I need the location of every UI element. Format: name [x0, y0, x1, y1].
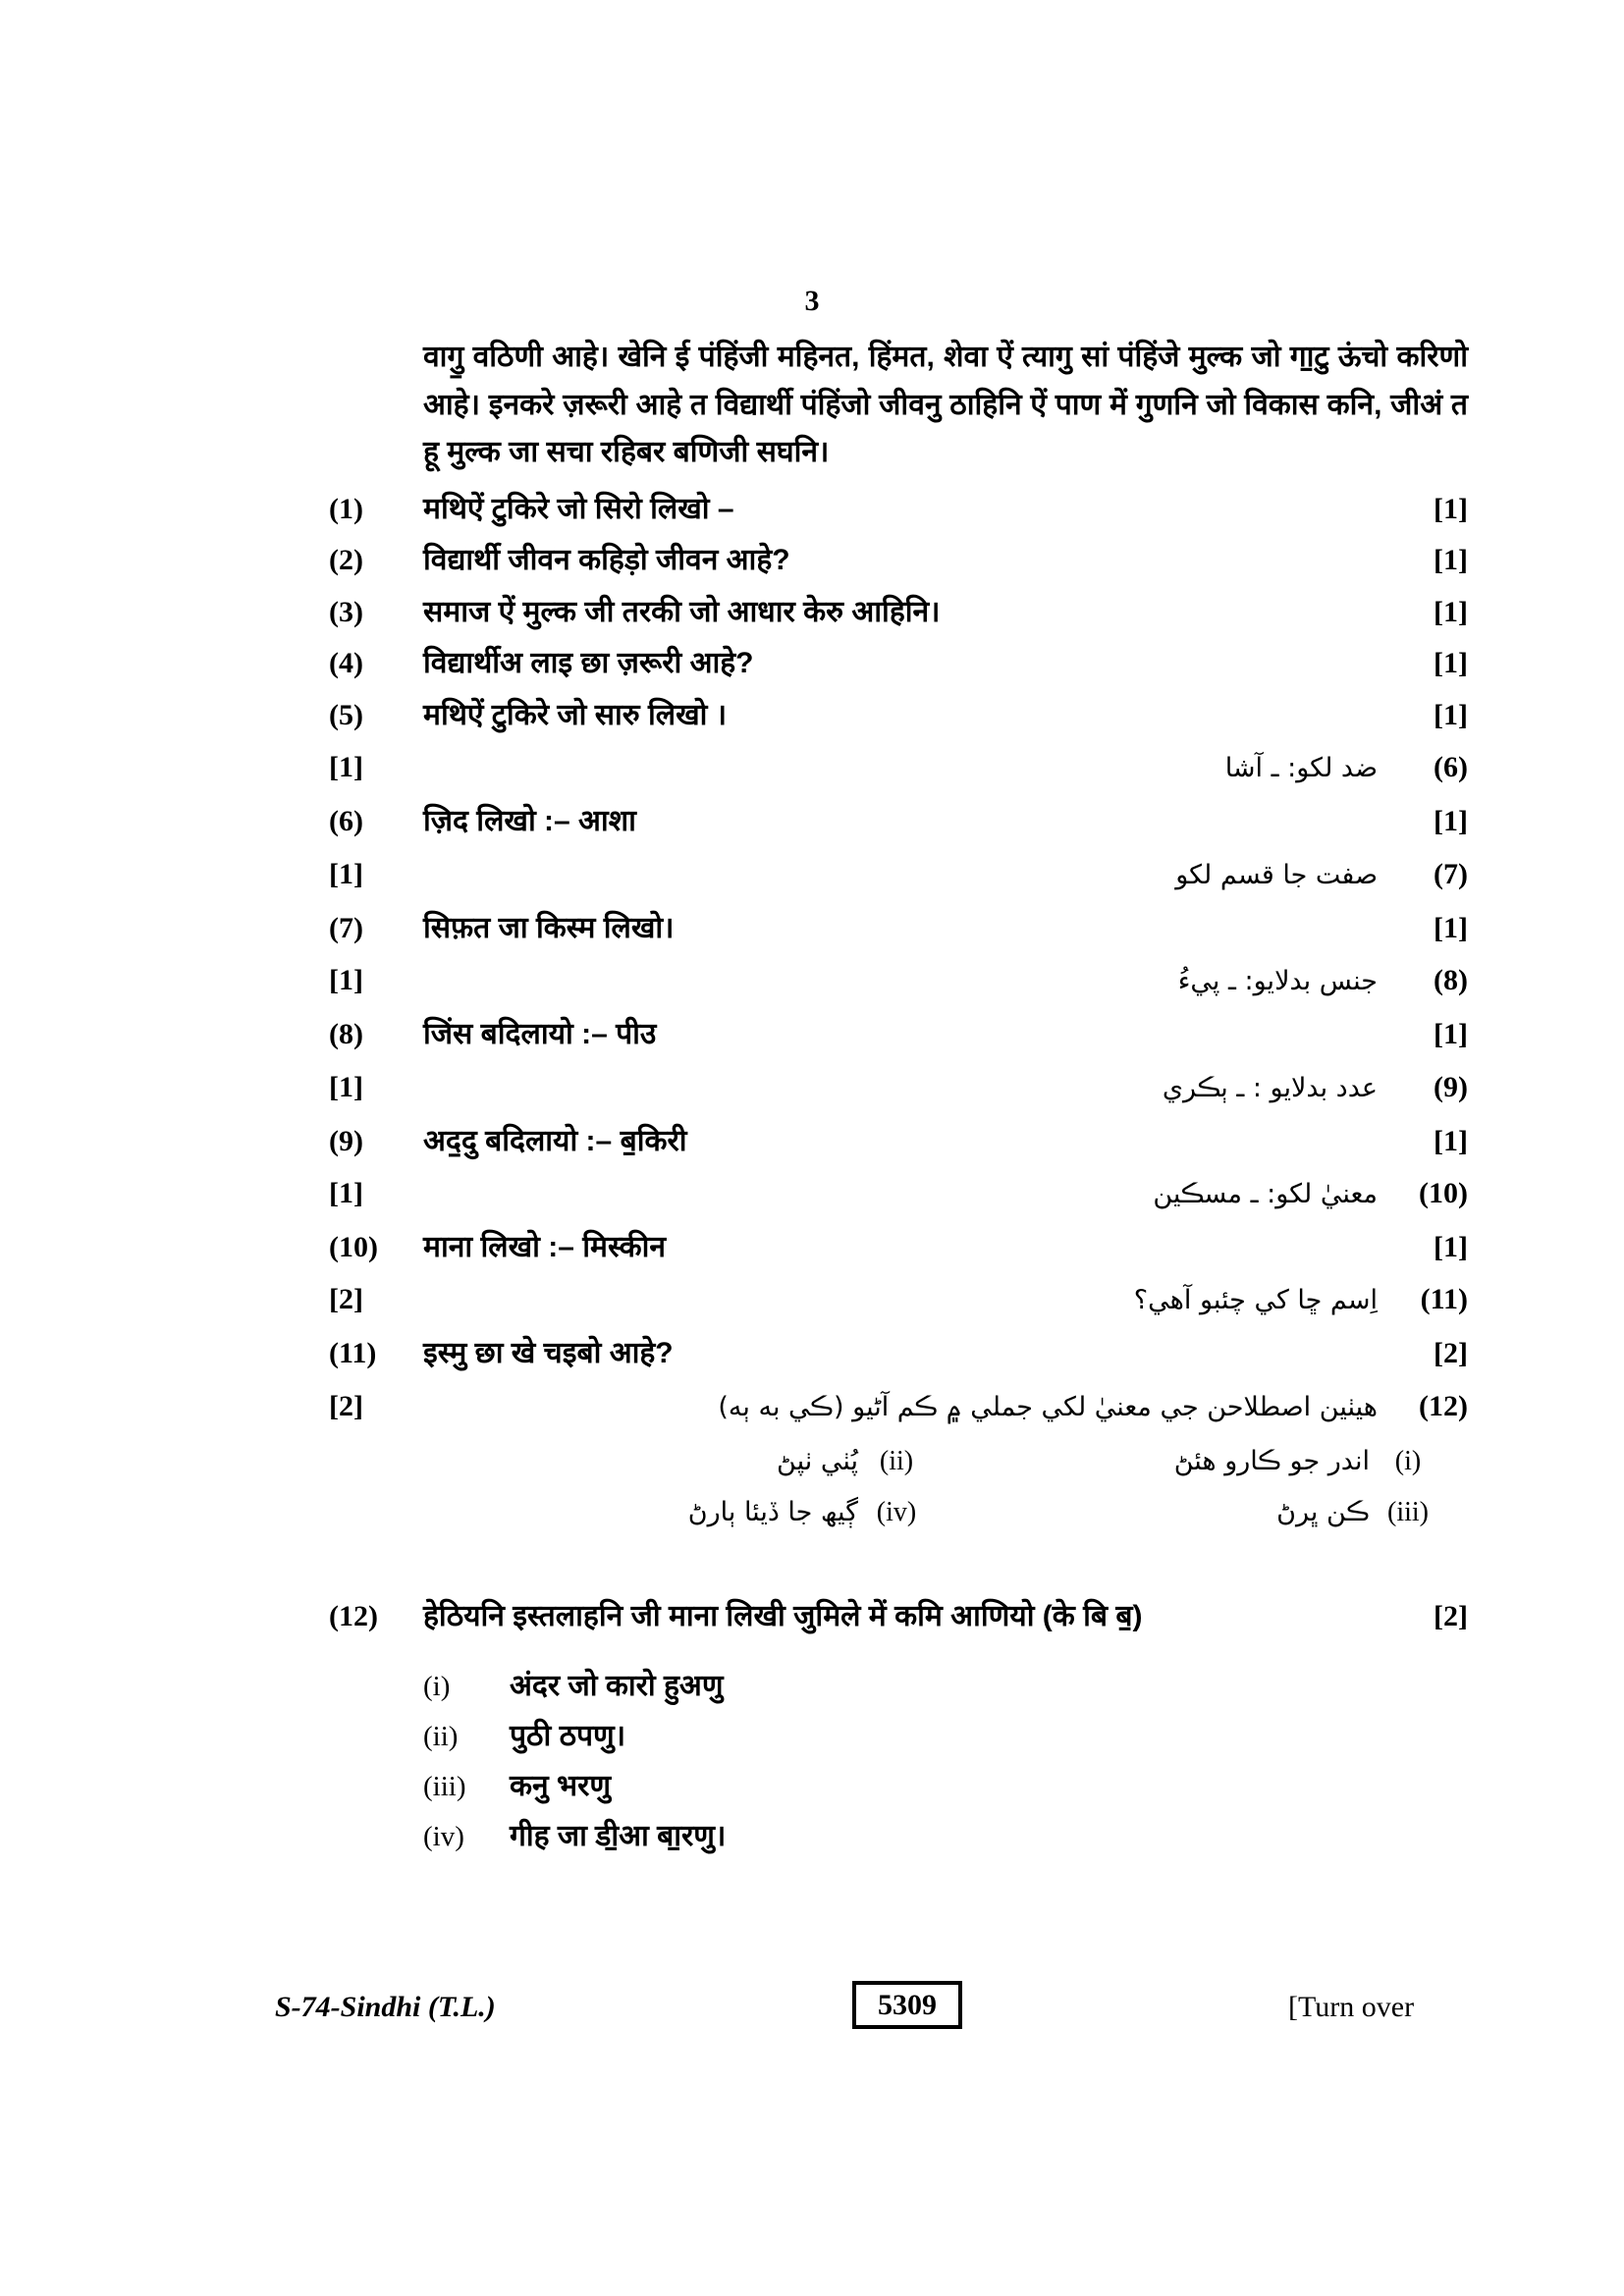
sindhi-question-text: جنس بدلايو: ـ پيءُ — [1177, 966, 1378, 997]
question-row — [329, 1012, 1468, 1058]
question-number: (12) — [1419, 1389, 1468, 1422]
sindhi-question-text: اِسم ڇا کي چئبو آهي؟ — [1133, 1285, 1378, 1316]
list-item — [329, 1664, 1468, 1704]
question-number: (11) — [1420, 1283, 1468, 1316]
question-row — [329, 487, 1468, 533]
question-text: हेठियनि इस्तलाहनि जी माना लिखी जुमिले में कमि आणियो (के बि ब॒) — [423, 1600, 1143, 1633]
question-number: (11) — [329, 1337, 377, 1370]
question-number: (5) — [329, 698, 363, 731]
question-marks: [1] — [329, 1070, 363, 1103]
subitem-text: اندر جو ڪارو هئڻ — [1173, 1445, 1370, 1476]
question-marks: [1] — [329, 857, 363, 890]
question-text: जिंस बदिलायो :– पीउ — [423, 1018, 657, 1051]
subitem-label: (iv) — [423, 1820, 464, 1852]
question-marks: [1] — [329, 1177, 363, 1210]
question-text: ज़िद लिखो :– आशा — [423, 805, 636, 838]
question-marks: [1] — [1434, 647, 1468, 680]
sindhi-question-row — [329, 1383, 1468, 1432]
question-number: (9) — [1434, 1070, 1468, 1103]
question-number: (3) — [329, 595, 363, 628]
question-number: (1) — [329, 492, 363, 525]
subitem-label: (ii) — [423, 1720, 459, 1752]
list-gap — [329, 1646, 1468, 1664]
question-row — [329, 1225, 1468, 1271]
sindhi-question-text: معنيٰ لکو: ـ مسڪين — [1153, 1179, 1378, 1210]
list-item — [935, 1489, 1446, 1537]
question-marks: [2] — [329, 1283, 363, 1316]
sindhi-subitem-grid — [329, 1438, 1468, 1537]
question-number: (4) — [329, 647, 363, 680]
turn-over-note: [Turn over — [1288, 1991, 1415, 2023]
question-marks: [1] — [1434, 805, 1468, 838]
sindhi-question-text: ضد لکو: ـ آشا — [1224, 753, 1378, 784]
question-text: समाज ऐं मुल्क जी तरकी जो आधार केरु आहिनि। — [423, 595, 941, 628]
sindhi-question-row — [329, 1064, 1468, 1113]
question-marks: [1] — [329, 964, 363, 997]
list-item — [329, 1714, 1468, 1754]
sindhi-question-row — [329, 1170, 1468, 1219]
list-item — [423, 1489, 935, 1537]
subitem-text: पुठी ठपणु। — [510, 1719, 626, 1752]
paper-number-box: 5309 — [852, 1981, 962, 2029]
question-marks: [2] — [1434, 1337, 1468, 1370]
list-item — [423, 1438, 935, 1486]
question-marks: [1] — [329, 751, 363, 784]
question-row — [329, 538, 1468, 584]
question-number: (12) — [329, 1600, 378, 1633]
paper-code: S-74-Sindhi (T.L.) — [275, 1991, 496, 2023]
page-footer — [0, 1973, 1624, 2052]
subitem-label: (i) — [1394, 1445, 1422, 1476]
subitem-text: अंदर जो कारो हुअणु — [510, 1669, 724, 1702]
question-marks: [1] — [1434, 1124, 1468, 1157]
passage-paragraph: वागु॒ वठिणी आहे। खेनि ई पंहिंजी महिनत, हिंमत, शेवा ऐं त्यागु सां पंहिंजे मुल्क जो गा॒टु ऊंचो करिणो आहे। इनकरे ज़रूरी आहे त विद्यार्थी पंहिंजो जीवनु ठाहिनि ऐं पाण में गुणनि जो विकास कनि, जीअं त हू मुल्क जा सचा रहिबर बणिजी सघनि। — [423, 341, 1468, 469]
sindhi-question-row — [329, 1276, 1468, 1325]
question-row — [329, 1331, 1468, 1377]
question-text: माना लिखो :– मिस्कीन — [423, 1230, 667, 1263]
page-content — [329, 334, 1468, 1864]
list-item — [329, 1814, 1468, 1854]
question-marks: [1] — [1434, 544, 1468, 577]
subitem-label: (i) — [423, 1670, 451, 1702]
question-row — [329, 693, 1468, 739]
list-item — [329, 1764, 1468, 1804]
question-text: सिफ़त जा किस्म लिखो। — [423, 911, 675, 944]
question-number: (10) — [1419, 1177, 1468, 1210]
subitem-text: ڪن ڀرڻ — [1276, 1497, 1370, 1528]
sindhi-question-text: هيٺين اصطلاحن جي معنيٰ لکي جملي ۾ ڪم آڻيو (ڪي به ٻه) — [718, 1391, 1378, 1422]
subitem-label: (ii) — [879, 1445, 914, 1476]
subitem-text: कनु भरणु — [510, 1769, 612, 1802]
question-text: मथिऐं टुकिरे जो सारु लिखो । — [423, 698, 728, 731]
question-number: (7) — [1434, 857, 1468, 890]
subitem-label: (iii) — [423, 1770, 466, 1802]
section-gap — [329, 1541, 1468, 1594]
question-row — [329, 799, 1468, 845]
question-text: मथिऐं टुकिरे जो सिरो लिखो – — [423, 492, 734, 525]
sindhi-question-row — [329, 744, 1468, 793]
page-number: 3 — [804, 285, 820, 317]
question-number: (8) — [329, 1018, 363, 1051]
question-text: विद्यार्थी जीवन कहिड़ो जीवन आहे? — [423, 544, 790, 577]
question-number: (7) — [329, 911, 363, 944]
question-row — [329, 1119, 1468, 1165]
question-number: (8) — [1434, 964, 1468, 997]
subitem-text: پُٺي ٺپڻ — [777, 1445, 858, 1476]
question-marks: [1] — [1434, 698, 1468, 731]
question-number: (10) — [329, 1230, 378, 1263]
question-number: (2) — [329, 544, 363, 577]
question-number: (9) — [329, 1124, 363, 1157]
question-marks: [1] — [1434, 595, 1468, 628]
sindhi-question-text: صفت جا قسم لکو — [1175, 859, 1378, 890]
subitem-text: गीह जा डी॒आ बा॒रणु। — [510, 1819, 727, 1852]
question-text: अद॒दु बदिलायो :– ब॒किरी — [423, 1124, 687, 1157]
sindhi-question-row — [329, 957, 1468, 1006]
list-item — [935, 1438, 1446, 1486]
subitem-text: ڳيھ جا ڏيئا ٻارڻ — [687, 1497, 858, 1528]
question-marks: [1] — [1434, 1018, 1468, 1051]
subitem-label: (iii) — [1387, 1497, 1429, 1528]
question-row — [329, 906, 1468, 952]
question-row — [329, 1594, 1468, 1640]
question-text: विद्यार्थीअ लाइ छा ज़रूरी आहे? — [423, 647, 754, 680]
question-marks: [2] — [329, 1389, 363, 1422]
sindhi-question-row — [329, 851, 1468, 900]
question-number: (6) — [1434, 751, 1468, 784]
question-row — [329, 590, 1468, 636]
sindhi-subitem-columns — [423, 1438, 1468, 1537]
question-marks: [1] — [1434, 911, 1468, 944]
question-row — [329, 641, 1468, 687]
question-marks: [2] — [1434, 1600, 1468, 1633]
sindhi-question-text: عدد بدلايو : ـ ٻڪري — [1162, 1072, 1378, 1103]
question-marks: [1] — [1434, 1230, 1468, 1263]
subitem-label: (iv) — [876, 1497, 917, 1528]
question-marks: [1] — [1434, 492, 1468, 525]
question-number: (6) — [329, 805, 363, 838]
question-text: इस्मु छा खे चइबो आहे? — [423, 1337, 674, 1370]
